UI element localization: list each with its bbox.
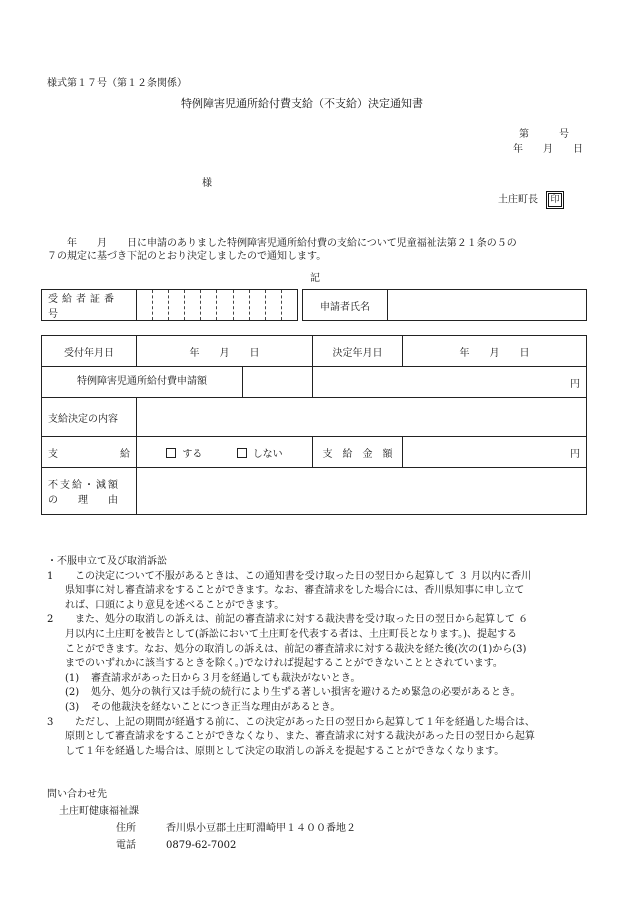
note-item: 2 また、処分の取消しの訴えは、前記の審査請求に対する裁決書を受け取った日の翌日から起算して ６ 月以内に土庄町を被告として(訴訟において土庄町を代表する者は、土庄町長となります。)、提起する ことができます。なお、処分の取消しの訴えは、前記の審査請求に対する裁決を経た後(次の(1)から(3) までのいずれかに該当するときを除く。)でなければ提起することができないこととされています。: [47, 614, 529, 670]
notes-heading: ・不服申立て及び取消訴訟: [47, 556, 167, 567]
decided-date-label: 決定年月日: [313, 336, 403, 367]
cert-number-label: 受給者証番号: [42, 290, 137, 321]
decision-table: [41, 335, 587, 515]
ki-label: 記: [310, 273, 320, 284]
pay-yes-label: する: [182, 448, 203, 460]
content-field[interactable]: [137, 398, 587, 437]
digit-box[interactable]: [265, 290, 281, 320]
digit-box[interactable]: [137, 290, 152, 320]
form-number: 様式第１７号（第１２条関係）: [47, 78, 187, 89]
digit-box[interactable]: [281, 290, 297, 320]
applicant-name-field[interactable]: [388, 290, 587, 321]
note-sub-item: (2) 処分、処分の執行又は手続の続行により生ずる著しい損害を避けるため緊急の必要があるとき。: [65, 687, 521, 699]
note-sub-item: (3) その他裁決を経ないことにつき正当な理由があるとき。: [65, 701, 341, 713]
body-line-2: ７の規定に基づき下記のとおり決定しましたので通知します。: [47, 251, 327, 262]
digit-box[interactable]: [216, 290, 232, 320]
pay-options: [137, 437, 313, 468]
note-item: 1 この決定について不服があるときは、この通知書を受け取った日の翌日から起算して ３ 月以内に香川 県知事に対し審査請求をすることができます。なお、審査請求をした場合には、香川県知事に申し立て れば、口頭により意見を述べることができます。: [47, 570, 532, 611]
note-item: 3 ただし、上記の期間が経過する前に、この決定があった日の翌日から起算して１年を経過した場合は、 原則として審査請求をすることができなくなり、また、審査請求に対する裁決があった日の翌日から起算 して１年を経過した場合は、原則として決定の取消しの訴えを提起することができなくなります。: [47, 716, 535, 757]
content-label: 支給決定の内容: [42, 398, 137, 437]
digit-box[interactable]: [233, 290, 249, 320]
reason-field[interactable]: [137, 468, 587, 515]
yen-unit: 円: [570, 448, 580, 460]
contact-phone: 0879-62-7002: [166, 840, 237, 851]
received-date-label: 受付年月日: [42, 336, 137, 367]
digit-box[interactable]: [249, 290, 265, 320]
issuer-name: 土庄町長: [498, 194, 538, 206]
seal-mark: 印: [548, 193, 562, 207]
digit-box[interactable]: [200, 290, 216, 320]
contact-address-row: 住所 香川県小豆郡土庄町淵崎甲１４００番地２: [47, 820, 356, 837]
applicant-name-label: 申請者氏名: [303, 290, 388, 321]
pay-amount-label: 支 給 金 額: [313, 437, 403, 468]
issue-number: 第 号: [519, 129, 569, 140]
pay-yes-checkbox[interactable]: [166, 448, 176, 458]
applied-amount-label-cell: [42, 367, 313, 398]
pay-amount-field[interactable]: [403, 437, 587, 468]
applied-amount-field[interactable]: [313, 367, 587, 398]
digit-box[interactable]: [152, 290, 168, 320]
note-sub-item: (1) 審査請求があった日から３月を経過しても裁決がないとき。: [65, 672, 361, 684]
issuer: [498, 193, 562, 207]
pay-label-cell: 支 給: [42, 437, 137, 468]
pay-no-label: しない: [252, 448, 283, 460]
contact-department: 土庄町健康福祉課: [59, 806, 139, 817]
digit-box[interactable]: [168, 290, 184, 320]
cert-number-field[interactable]: [137, 290, 298, 321]
received-date-field[interactable]: 年 月 日: [137, 336, 313, 367]
applied-amount-label: 特例障害児通所給付費申請額: [42, 367, 243, 397]
contact-phone-row: 電話 0879-62-7002: [47, 837, 356, 854]
pay-no-checkbox[interactable]: [237, 448, 247, 458]
recipient-honorific: 様: [202, 178, 212, 189]
document-title: 特例障害児通所給付費支給（不支給）決定通知書: [181, 97, 423, 110]
decided-date-field[interactable]: 年 月 日: [403, 336, 587, 367]
appeal-notes: [47, 555, 587, 759]
body-line-1: 年 月 日に申請のありました特例障害児通所給付費の支給について児童福祉法第２１条の５の: [47, 238, 517, 249]
body-text: [47, 237, 587, 263]
recipient-table: [41, 289, 587, 321]
digit-box[interactable]: [184, 290, 200, 320]
contact-heading: 問い合わせ先: [47, 789, 107, 800]
yen-unit: 円: [570, 378, 580, 390]
contact-address: 香川県小豆郡土庄町淵崎甲１４００番地２: [166, 823, 356, 834]
reason-label: 不支給・減額 の 理 由: [42, 468, 137, 515]
issue-date: 年 月 日: [513, 144, 583, 155]
contact-info: [47, 786, 356, 854]
